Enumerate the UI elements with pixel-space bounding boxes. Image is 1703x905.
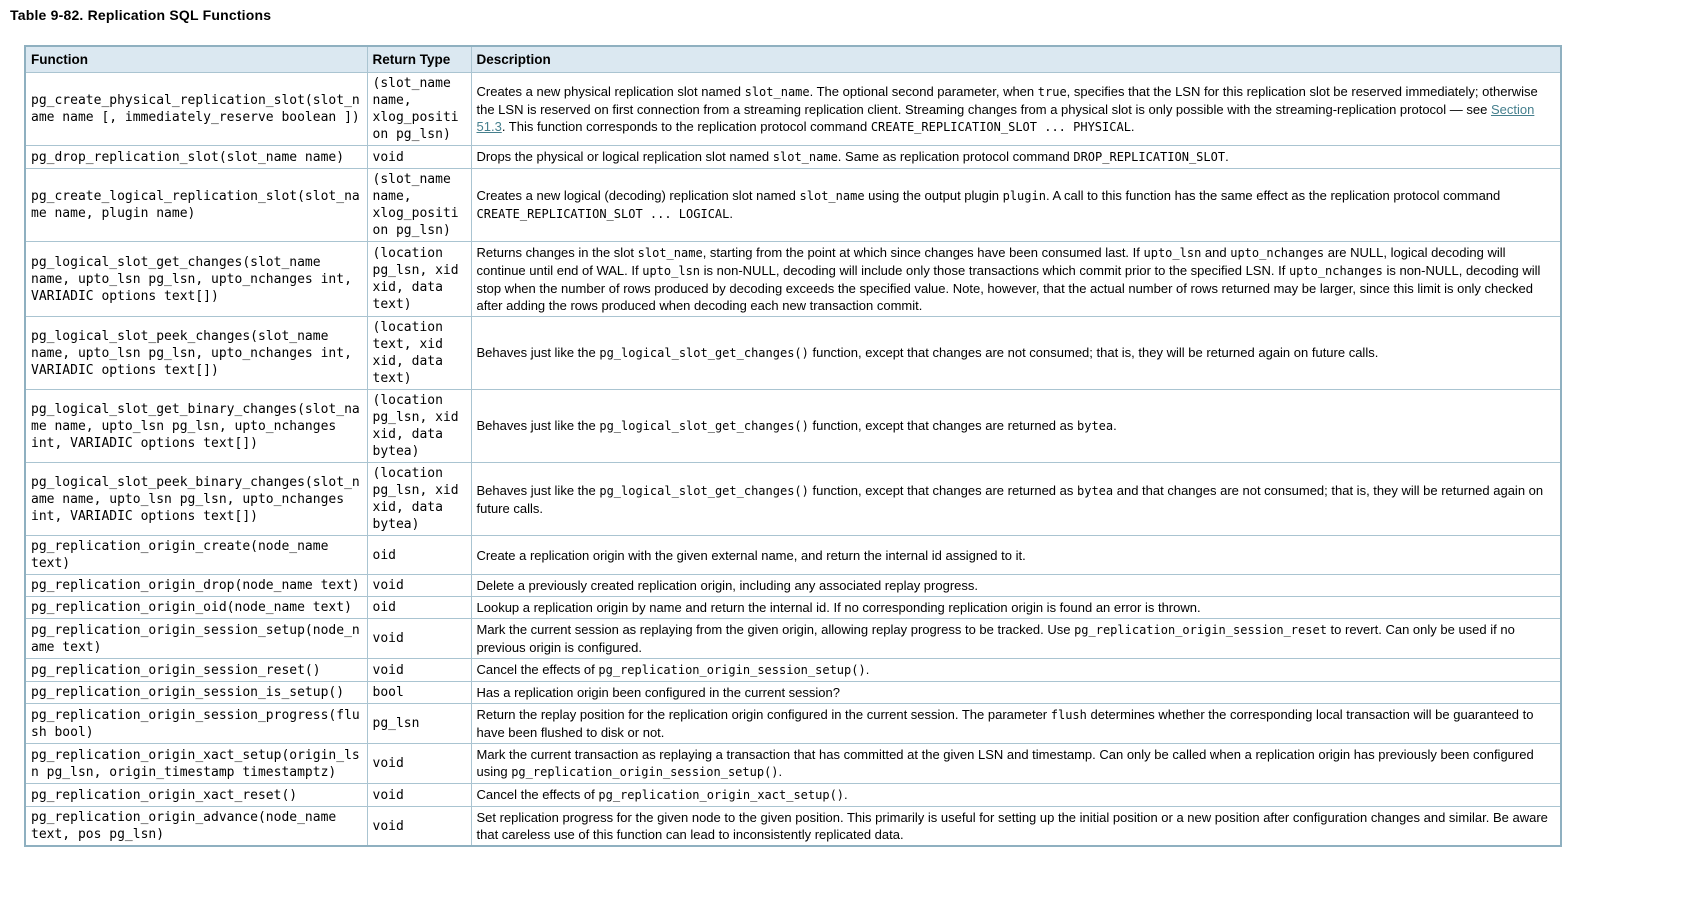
return-type-cell: void — [367, 146, 471, 169]
table-row — [25, 390, 1561, 463]
column-header-description: Description — [471, 46, 1561, 73]
description-text: function, except that changes are returned as — [808, 418, 1077, 433]
description-cell — [471, 744, 1561, 784]
inline-code: pg_replication_origin_xact_setup() — [598, 788, 845, 802]
function-cell: pg_replication_origin_session_progress(flush bool) — [25, 704, 367, 744]
description-text: Returns changes in the slot — [476, 245, 638, 260]
inline-code: upto_lsn — [642, 264, 701, 278]
description-text: . This function corresponds to the replication protocol command — [501, 118, 871, 134]
description-cell — [471, 463, 1561, 536]
description-cell — [471, 704, 1561, 744]
description-text: . — [844, 787, 848, 802]
inline-code: pg_replication_origin_session_reset — [1074, 623, 1327, 637]
description-cell — [471, 807, 1561, 847]
return-type-cell: void — [367, 575, 471, 597]
description-cell — [471, 390, 1561, 463]
description-cell — [471, 317, 1561, 390]
description-cell — [471, 536, 1561, 575]
description-text: and — [1201, 245, 1231, 260]
inline-code: pg_logical_slot_get_changes() — [599, 346, 809, 360]
function-cell: pg_create_logical_replication_slot(slot_name name, plugin name) — [25, 169, 367, 242]
function-cell: pg_logical_slot_peek_binary_changes(slot_name name, upto_lsn pg_lsn, upto_nchanges int, VARIADIC options text[]) — [25, 463, 367, 536]
return-type-cell: (slot_name name, xlog_position pg_lsn) — [367, 169, 471, 242]
inline-code: pg_logical_slot_get_changes() — [599, 419, 809, 433]
function-cell: pg_logical_slot_peek_changes(slot_name name, upto_lsn pg_lsn, upto_nchanges int, VARIADIC options text[]) — [25, 317, 367, 390]
description-text: . — [865, 662, 870, 677]
description-cell — [471, 659, 1561, 682]
description-cell — [471, 242, 1561, 317]
table-row — [25, 807, 1561, 847]
description-cell — [471, 575, 1561, 597]
function-cell: pg_replication_origin_session_reset() — [25, 659, 367, 682]
return-type-cell: void — [367, 619, 471, 659]
inline-code: CREATE_REPLICATION_SLOT ... LOGICAL — [476, 207, 730, 221]
inline-code: slot_name — [744, 84, 810, 99]
description-cell — [471, 597, 1561, 619]
inline-code: pg_replication_origin_session_setup() — [511, 765, 779, 779]
description-text: , specifies that the LSN for this replication slot be reserved immediately; otherwise the LSN is reserved on first connection from a streaming replication client. Streaming changes from a physical slot is only possible with the streaming-replication protocol — see — [476, 83, 1538, 117]
table-row — [25, 682, 1561, 704]
description-text: Mark the current transaction as replaying a transaction that has committed at the given LSN and timestamp. Can only be called when a replication origin has previously been configured using — [476, 747, 1534, 779]
inline-code: upto_nchanges — [1230, 246, 1325, 260]
description-cell — [471, 784, 1561, 807]
function-cell: pg_logical_slot_get_binary_changes(slot_name name, upto_lsn pg_lsn, upto_nchanges int, VARIADIC options text[]) — [25, 390, 367, 463]
description-text: Behaves just like the — [476, 482, 600, 498]
return-type-cell: (location text, xid xid, data text) — [367, 317, 471, 390]
table-row — [25, 619, 1561, 659]
table-row — [25, 242, 1561, 317]
description-text: . — [1113, 418, 1117, 433]
description-text: . A call to this function has the same effect as the replication protocol command — [1045, 188, 1501, 203]
description-text: Lookup a replication origin by name and return the internal id. If no corresponding replication origin is found an error is thrown. — [476, 600, 1201, 615]
inline-code: flush — [1050, 708, 1087, 722]
function-cell: pg_replication_origin_advance(node_name text, pos pg_lsn) — [25, 807, 367, 847]
inline-code: pg_logical_slot_get_changes() — [599, 483, 809, 498]
table-header-row — [25, 46, 1561, 73]
function-cell: pg_replication_origin_xact_setup(origin_lsn pg_lsn, origin_timestamp timestamptz) — [25, 744, 367, 784]
description-text: and that changes are not consumed; that is, they will be returned again on future calls. — [476, 482, 1544, 516]
description-text: Return the replay position for the replication origin configured in the current session. The parameter — [476, 707, 1051, 722]
table-row — [25, 463, 1561, 536]
description-text: function, except that changes are returned as — [808, 482, 1077, 498]
description-text: Delete a previously created replication origin, including any associated replay progress. — [476, 578, 978, 593]
table-row — [25, 575, 1561, 597]
description-text: , starting from the point at which since changes have been consumed last. If — [702, 245, 1144, 260]
table-row — [25, 597, 1561, 619]
inline-code: slot_name — [637, 246, 703, 260]
description-text: is non-NULL, decoding will include only those transactions which commit prior to the specified LSN. If — [700, 263, 1289, 278]
inline-code: slot_name — [799, 189, 865, 203]
inline-code: DROP_REPLICATION_SLOT — [1073, 150, 1226, 164]
description-text: to revert. Can only be used if no previous origin is configured. — [476, 622, 1515, 655]
return-type-cell: oid — [367, 597, 471, 619]
description-cell — [471, 73, 1561, 146]
inline-code: upto_lsn — [1143, 246, 1202, 260]
table-row — [25, 536, 1561, 575]
inline-code: CREATE_REPLICATION_SLOT ... PHYSICAL — [870, 119, 1131, 134]
column-header-return-type: Return Type — [367, 46, 471, 73]
description-text: Cancel the effects of — [476, 787, 599, 802]
return-type-cell: void — [367, 659, 471, 682]
description-text: Has a replication origin been configured in the current session? — [476, 685, 840, 700]
return-type-cell: void — [367, 744, 471, 784]
description-text: Behaves just like the — [476, 418, 600, 433]
return-type-cell: (slot_name name, xlog_position pg_lsn) — [367, 73, 471, 146]
function-cell: pg_replication_origin_oid(node_name text) — [25, 597, 367, 619]
description-text: . — [1225, 149, 1229, 164]
inline-code: bytea — [1077, 419, 1114, 433]
description-text: function, except that changes are not consumed; that is, they will be returned again on future calls. — [808, 345, 1379, 360]
function-cell: pg_replication_origin_create(node_name text) — [25, 536, 367, 575]
description-text: . — [729, 206, 733, 221]
function-cell: pg_replication_origin_session_setup(node_name text) — [25, 619, 367, 659]
function-cell: pg_replication_origin_session_is_setup() — [25, 682, 367, 704]
table-row — [25, 744, 1561, 784]
return-type-cell: bool — [367, 682, 471, 704]
return-type-cell: void — [367, 807, 471, 847]
description-text: Set replication progress for the given node to the given position. This primarily is useful for setting up the initial position or a new position after configuration changes and similar. Be aware that careless use of this function can lead to inconsistently replicated data. — [476, 810, 1548, 842]
description-text: . — [778, 764, 783, 779]
inline-code: pg_replication_origin_session_setup() — [598, 663, 866, 677]
description-text: Creates a new physical replication slot named — [476, 83, 745, 99]
description-text: determines whether the corresponding local transaction will be guaranteed to have been flushed to disk or not. — [476, 707, 1534, 740]
table-row — [25, 169, 1561, 242]
description-text: Cancel the effects of — [476, 662, 599, 677]
description-cell — [471, 619, 1561, 659]
table-row — [25, 73, 1561, 146]
table-title: Table 9-82. Replication SQL Functions — [10, 7, 272, 23]
function-cell: pg_logical_slot_get_changes(slot_name name, upto_lsn pg_lsn, upto_nchanges int, VARIADIC options text[]) — [25, 242, 367, 317]
return-type-cell: oid — [367, 536, 471, 575]
return-type-cell: (location pg_lsn, xid xid, data bytea) — [367, 390, 471, 463]
return-type-cell: (location pg_lsn, xid xid, data text) — [367, 242, 471, 317]
return-type-cell: pg_lsn — [367, 704, 471, 744]
table-row — [25, 704, 1561, 744]
description-cell — [471, 169, 1561, 242]
description-text: Mark the current session as replaying from the given origin, allowing replay progress to be tracked. Use — [476, 622, 1075, 637]
description-cell — [471, 146, 1561, 169]
description-text: Creates a new logical (decoding) replication slot named — [476, 188, 800, 203]
section-link[interactable]: Section 51.3 — [476, 101, 1535, 134]
inline-code: upto_nchanges — [1288, 264, 1383, 278]
description-text: is non-NULL, decoding will stop when the number of rows produced by decoding exceeds the specified value. Note, however, that the actual number of rows returned may be larger, since this limit is only checked after adding the rows produced when decoding each new transaction commit. — [476, 263, 1541, 313]
description-cell — [471, 682, 1561, 704]
table-row — [25, 784, 1561, 807]
return-type-cell: void — [367, 784, 471, 807]
description-text: Drops the physical or logical replication slot named — [476, 149, 773, 164]
function-cell: pg_drop_replication_slot(slot_name name) — [25, 146, 367, 169]
table-row — [25, 659, 1561, 682]
description-text: Create a replication origin with the given external name, and return the internal id assigned to it. — [476, 547, 1026, 563]
inline-code: bytea — [1077, 483, 1114, 498]
function-cell: pg_replication_origin_xact_reset() — [25, 784, 367, 807]
description-text: are NULL, logical decoding will continue until end of WAL. If — [476, 245, 1506, 278]
description-text: Behaves just like the — [476, 345, 600, 360]
description-text: . — [1130, 118, 1135, 134]
inline-code: true — [1037, 84, 1067, 99]
table-row — [25, 317, 1561, 390]
replication-sql-functions-table — [24, 45, 1562, 847]
table-body — [25, 73, 1561, 847]
description-text: using the output plugin — [864, 188, 1003, 203]
inline-code: plugin — [1002, 189, 1046, 203]
function-cell: pg_create_physical_replication_slot(slot_name name [, immediately_reserve boolean ]) — [25, 73, 367, 146]
column-header-function: Function — [25, 46, 367, 73]
description-text: . Same as replication protocol command — [837, 149, 1074, 164]
function-cell: pg_replication_origin_drop(node_name text) — [25, 575, 367, 597]
table-row — [25, 146, 1561, 169]
return-type-cell: (location pg_lsn, xid xid, data bytea) — [367, 463, 471, 536]
inline-code: slot_name — [772, 150, 838, 164]
description-text: . The optional second parameter, when — [809, 83, 1038, 99]
